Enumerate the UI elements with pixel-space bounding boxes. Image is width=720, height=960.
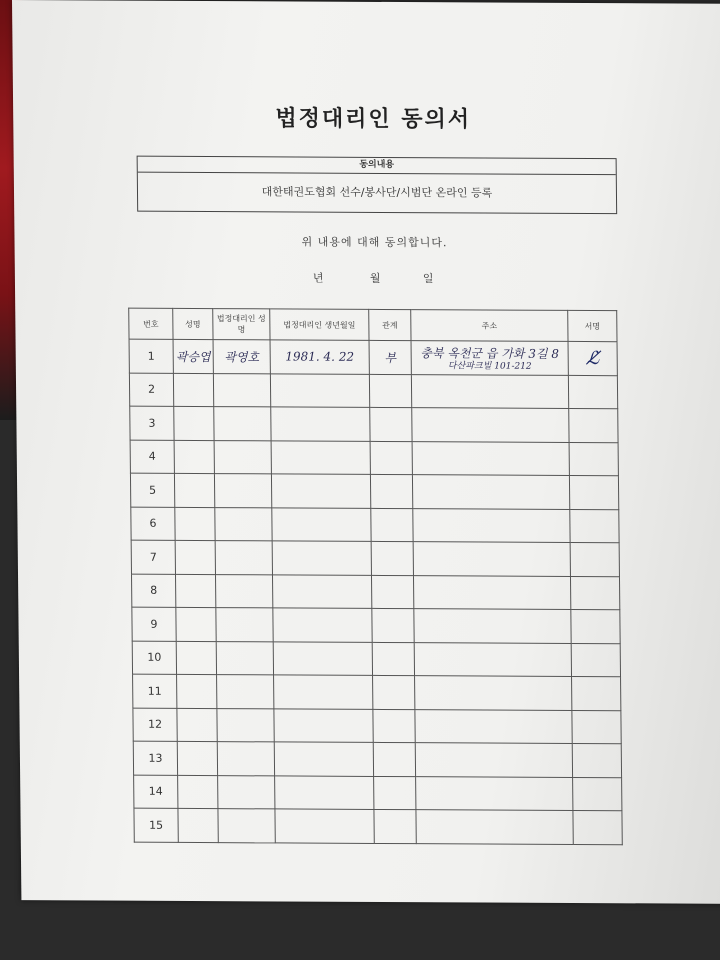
cell-guardian bbox=[216, 641, 273, 675]
cell-address bbox=[416, 810, 573, 844]
row-number: 5 bbox=[130, 473, 174, 507]
cell-address bbox=[416, 776, 573, 810]
cell-signature bbox=[568, 375, 617, 409]
table-row bbox=[133, 741, 621, 777]
cell-guardian bbox=[215, 541, 272, 575]
cell-birth bbox=[273, 608, 372, 642]
cell-address bbox=[411, 341, 568, 375]
cell-name bbox=[174, 406, 214, 440]
handwritten-name: 곽승엽 bbox=[175, 349, 211, 364]
cell-guardian bbox=[217, 675, 274, 709]
row-number: 12 bbox=[133, 708, 177, 742]
cell-relation bbox=[370, 441, 412, 475]
cell-guardian bbox=[213, 340, 270, 374]
cell-birth bbox=[271, 474, 370, 508]
cell-name bbox=[176, 641, 216, 675]
row-number: 15 bbox=[134, 808, 178, 842]
header-name: 성명 bbox=[173, 308, 213, 339]
header-number: 번호 bbox=[129, 308, 173, 339]
cell-birth bbox=[272, 507, 371, 541]
cell-relation bbox=[373, 742, 415, 776]
cell-signature bbox=[570, 542, 619, 576]
cell-address bbox=[414, 642, 571, 676]
cell-address bbox=[412, 475, 569, 509]
consent-box bbox=[137, 156, 618, 215]
cell-name bbox=[177, 674, 217, 708]
consent-header: 동의내용 bbox=[138, 157, 616, 176]
signature-mark: ℒ̸ bbox=[586, 347, 600, 369]
cell-guardian bbox=[213, 373, 270, 407]
cell-name bbox=[175, 507, 215, 541]
cell-relation bbox=[372, 642, 414, 676]
cell-guardian bbox=[214, 440, 271, 474]
cell-birth bbox=[275, 809, 374, 843]
table-row bbox=[130, 440, 618, 476]
cell-address bbox=[414, 609, 571, 643]
cell-guardian bbox=[216, 608, 273, 642]
table-row bbox=[129, 373, 617, 409]
cell-address bbox=[415, 709, 572, 743]
cell-relation bbox=[371, 508, 413, 542]
date-month-label: 월 bbox=[369, 271, 381, 285]
cell-name bbox=[177, 708, 217, 742]
header-address: 주소 bbox=[411, 310, 568, 342]
row-number: 8 bbox=[131, 574, 175, 608]
row-number: 10 bbox=[132, 641, 176, 675]
cell-birth bbox=[273, 641, 372, 675]
table-row bbox=[130, 406, 618, 442]
row-number: 7 bbox=[131, 540, 175, 574]
cell-relation bbox=[374, 776, 416, 810]
cell-address bbox=[413, 508, 570, 542]
cell-signature bbox=[573, 777, 622, 811]
cell-signature bbox=[569, 475, 618, 509]
header-guardian-name: 법정대리인 성명 bbox=[213, 309, 270, 340]
cell-address bbox=[412, 441, 569, 475]
cell-signature bbox=[569, 442, 618, 476]
table-row bbox=[133, 674, 621, 710]
cell-relation bbox=[369, 374, 411, 408]
table-row bbox=[132, 607, 620, 643]
date-day-label: 일 bbox=[422, 272, 434, 286]
cell-relation bbox=[374, 809, 416, 843]
cell-address bbox=[413, 542, 570, 576]
table-row bbox=[130, 473, 618, 509]
cell-name bbox=[174, 440, 214, 474]
row-number: 13 bbox=[133, 741, 177, 775]
cell-address bbox=[413, 575, 570, 609]
cell-guardian bbox=[218, 775, 275, 809]
row-number: 9 bbox=[132, 607, 176, 641]
row-number: 3 bbox=[130, 406, 174, 440]
document-paper bbox=[12, 0, 720, 904]
cell-name bbox=[173, 339, 213, 373]
cell-signature bbox=[570, 509, 619, 543]
cell-birth bbox=[271, 407, 370, 441]
table-header-row bbox=[129, 308, 617, 342]
cell-guardian bbox=[218, 809, 275, 843]
agree-statement: 위 내용에 대해 동의합니다. bbox=[301, 235, 448, 250]
table-row bbox=[132, 641, 620, 677]
cell-signature bbox=[568, 341, 617, 375]
cell-address bbox=[412, 408, 569, 442]
cell-name bbox=[175, 574, 215, 608]
header-relation: 관계 bbox=[369, 309, 411, 340]
consent-body: 대한태권도협회 선수/봉사단/시범단 온라인 등록 bbox=[261, 185, 493, 200]
cell-address bbox=[415, 743, 572, 777]
handwritten-relation: 부 bbox=[384, 350, 397, 365]
cell-relation bbox=[373, 709, 415, 743]
cell-birth bbox=[275, 775, 374, 809]
cell-guardian bbox=[215, 507, 272, 541]
document-title: 법정대리인 동의서 bbox=[275, 106, 472, 133]
header-signature: 서명 bbox=[568, 310, 617, 341]
cell-signature bbox=[571, 609, 620, 643]
table-row bbox=[134, 808, 622, 844]
cell-birth bbox=[272, 574, 371, 608]
cell-birth bbox=[270, 340, 369, 374]
handwritten-address-line2: 다산파크빌 101-212 bbox=[447, 361, 532, 372]
cell-signature bbox=[572, 743, 621, 777]
cell-signature bbox=[572, 710, 621, 744]
cell-birth bbox=[274, 675, 373, 709]
cell-relation bbox=[371, 541, 413, 575]
cell-name bbox=[175, 540, 215, 574]
cell-guardian bbox=[217, 742, 274, 776]
cell-guardian bbox=[215, 574, 272, 608]
cell-relation bbox=[372, 608, 414, 642]
row-number: 1 bbox=[129, 339, 173, 373]
cell-signature bbox=[570, 576, 619, 610]
row-number: 6 bbox=[131, 507, 175, 541]
signers-table bbox=[128, 308, 623, 845]
cell-relation bbox=[370, 407, 412, 441]
handwritten-address: 충북 옥천군 읍 가화 3길 8 bbox=[420, 345, 560, 361]
cell-guardian bbox=[214, 407, 271, 441]
cell-birth bbox=[272, 541, 371, 575]
cell-birth bbox=[274, 742, 373, 776]
cell-address bbox=[415, 676, 572, 710]
table-row bbox=[134, 775, 622, 811]
cell-guardian bbox=[217, 708, 274, 742]
cell-name bbox=[178, 808, 218, 842]
cell-relation bbox=[371, 575, 413, 609]
cell-signature bbox=[569, 408, 618, 442]
cell-name bbox=[177, 741, 217, 775]
cell-signature bbox=[572, 676, 621, 710]
cell-relation bbox=[373, 675, 415, 709]
table-row bbox=[131, 507, 619, 543]
cell-name bbox=[173, 373, 213, 407]
cell-birth bbox=[274, 708, 373, 742]
table-body bbox=[129, 339, 622, 844]
row-number: 4 bbox=[130, 440, 174, 474]
handwritten-birth: 1981. 4. 22 bbox=[285, 349, 355, 365]
cell-relation bbox=[370, 474, 412, 508]
cell-name bbox=[174, 473, 214, 507]
table-row bbox=[129, 339, 617, 375]
table-row bbox=[131, 540, 619, 576]
header-guardian-birth: 법정대리인 생년월일 bbox=[270, 309, 369, 341]
cell-name bbox=[176, 607, 216, 641]
row-number: 14 bbox=[134, 775, 178, 809]
cell-signature bbox=[573, 810, 622, 844]
row-number: 11 bbox=[133, 674, 177, 708]
table-row bbox=[133, 708, 621, 744]
date-year-label: 년 bbox=[312, 271, 324, 285]
row-number: 2 bbox=[129, 373, 173, 407]
cell-birth bbox=[270, 373, 369, 407]
cell-birth bbox=[271, 440, 370, 474]
cell-address bbox=[411, 374, 568, 408]
table-row bbox=[131, 574, 619, 610]
handwritten-guardian: 곽영호 bbox=[224, 349, 260, 365]
cell-signature bbox=[571, 643, 620, 677]
cell-guardian bbox=[214, 474, 271, 508]
cell-relation bbox=[369, 340, 411, 374]
cell-name bbox=[178, 775, 218, 809]
